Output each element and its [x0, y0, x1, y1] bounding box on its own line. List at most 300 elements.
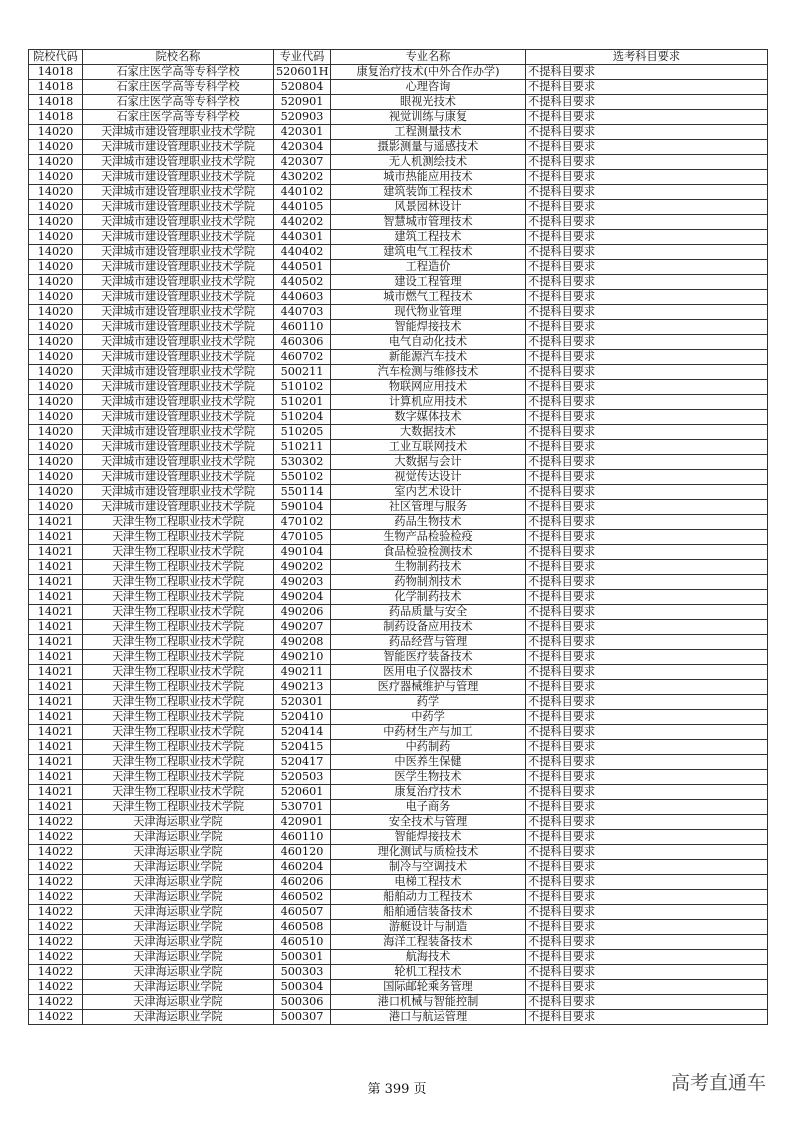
major-name-cell: 港口与航运管理 [331, 1010, 526, 1025]
subject-requirement-cell: 不提科目要求 [526, 560, 768, 575]
table-row [29, 110, 768, 125]
school-code-cell: 14021 [29, 710, 83, 725]
subject-requirement-cell: 不提科目要求 [526, 350, 768, 365]
major-name-cell: 建筑工程技术 [331, 230, 526, 245]
major-name-cell: 中药制药 [331, 740, 526, 755]
subject-requirement-cell: 不提科目要求 [526, 800, 768, 815]
major-code-cell: 500301 [274, 950, 331, 965]
school-code-cell: 14021 [29, 725, 83, 740]
major-code-cell: 520415 [274, 740, 331, 755]
school-code-cell: 14021 [29, 575, 83, 590]
subject-requirement-cell: 不提科目要求 [526, 710, 768, 725]
subject-requirement-cell: 不提科目要求 [526, 890, 768, 905]
subject-requirement-cell: 不提科目要求 [526, 1010, 768, 1025]
subject-requirement-cell: 不提科目要求 [526, 380, 768, 395]
subject-requirement-cell: 不提科目要求 [526, 110, 768, 125]
major-code-cell: 550114 [274, 485, 331, 500]
table-row [29, 845, 768, 860]
school-code-cell: 14021 [29, 650, 83, 665]
table-row [29, 155, 768, 170]
major-code-cell: 420901 [274, 815, 331, 830]
school-name-cell: 天津海运职业学院 [83, 1010, 274, 1025]
school-code-cell: 14020 [29, 380, 83, 395]
subject-requirement-cell: 不提科目要求 [526, 170, 768, 185]
major-code-cell: 430202 [274, 170, 331, 185]
table-row [29, 245, 768, 260]
school-name-cell: 天津城市建设管理职业技术学院 [83, 230, 274, 245]
major-name-cell: 药物制剂技术 [331, 575, 526, 590]
school-name-cell: 天津海运职业学院 [83, 920, 274, 935]
subject-requirement-cell: 不提科目要求 [526, 245, 768, 260]
subject-requirement-cell: 不提科目要求 [526, 470, 768, 485]
subject-requirement-cell: 不提科目要求 [526, 680, 768, 695]
school-name-cell: 天津生物工程职业技术学院 [83, 710, 274, 725]
major-code-cell: 490211 [274, 665, 331, 680]
table-row [29, 395, 768, 410]
table-row [29, 230, 768, 245]
major-name-cell: 康复治疗技术 [331, 785, 526, 800]
major-name-cell: 电梯工程技术 [331, 875, 526, 890]
school-name-cell: 天津城市建设管理职业技术学院 [83, 260, 274, 275]
school-code-cell: 14021 [29, 785, 83, 800]
school-name-cell: 天津海运职业学院 [83, 815, 274, 830]
subject-requirement-cell: 不提科目要求 [526, 995, 768, 1010]
table-row [29, 1010, 768, 1025]
school-code-cell: 14021 [29, 545, 83, 560]
major-name-cell: 医疗器械维护与管理 [331, 680, 526, 695]
major-code-cell: 460502 [274, 890, 331, 905]
major-code-cell: 420307 [274, 155, 331, 170]
table-row [29, 965, 768, 980]
major-code-cell: 490207 [274, 620, 331, 635]
major-name-cell: 数字媒体技术 [331, 410, 526, 425]
school-code-cell: 14020 [29, 395, 83, 410]
major-name-cell: 建设工程管理 [331, 275, 526, 290]
major-code-cell: 500304 [274, 980, 331, 995]
school-name-cell: 天津海运职业学院 [83, 935, 274, 950]
major-name-cell: 药品经营与管理 [331, 635, 526, 650]
major-name-cell: 建筑电气工程技术 [331, 245, 526, 260]
major-name-cell: 生物产品检验检疫 [331, 530, 526, 545]
major-name-cell: 城市燃气工程技术 [331, 290, 526, 305]
header-major-code: 专业代码 [274, 50, 331, 65]
table-row [29, 320, 768, 335]
major-code-cell: 490203 [274, 575, 331, 590]
school-code-cell: 14021 [29, 620, 83, 635]
school-name-cell: 天津城市建设管理职业技术学院 [83, 485, 274, 500]
major-name-cell: 化学制药技术 [331, 590, 526, 605]
subject-requirement-cell: 不提科目要求 [526, 875, 768, 890]
subject-requirement-cell: 不提科目要求 [526, 515, 768, 530]
major-name-cell: 食品检验检测技术 [331, 545, 526, 560]
school-name-cell: 天津生物工程职业技术学院 [83, 665, 274, 680]
major-code-cell: 520410 [274, 710, 331, 725]
school-name-cell: 天津海运职业学院 [83, 830, 274, 845]
school-name-cell: 天津生物工程职业技术学院 [83, 785, 274, 800]
major-name-cell: 船舶通信装备技术 [331, 905, 526, 920]
major-code-cell: 460120 [274, 845, 331, 860]
major-name-cell: 中医养生保健 [331, 755, 526, 770]
table-row [29, 260, 768, 275]
major-name-cell: 理化测试与质检技术 [331, 845, 526, 860]
major-code-cell: 520301 [274, 695, 331, 710]
page-number: 第 399 页 [367, 1082, 427, 1097]
subject-requirement-cell: 不提科目要求 [526, 500, 768, 515]
subject-requirement-cell: 不提科目要求 [526, 590, 768, 605]
major-name-cell: 工程测量技术 [331, 125, 526, 140]
table-row [29, 80, 768, 95]
school-code-cell: 14021 [29, 695, 83, 710]
table-row [29, 950, 768, 965]
school-name-cell: 天津生物工程职业技术学院 [83, 605, 274, 620]
subject-requirement-cell: 不提科目要求 [526, 860, 768, 875]
table-row [29, 470, 768, 485]
table-row [29, 425, 768, 440]
subject-requirement-cell: 不提科目要求 [526, 935, 768, 950]
subject-requirement-cell: 不提科目要求 [526, 815, 768, 830]
school-name-cell: 天津海运职业学院 [83, 905, 274, 920]
school-code-cell: 14021 [29, 665, 83, 680]
table-row [29, 515, 768, 530]
admission-table [28, 49, 768, 1025]
school-code-cell: 14022 [29, 875, 83, 890]
major-code-cell: 500303 [274, 965, 331, 980]
school-code-cell: 14020 [29, 350, 83, 365]
subject-requirement-cell: 不提科目要求 [526, 575, 768, 590]
subject-requirement-cell: 不提科目要求 [526, 305, 768, 320]
school-code-cell: 14022 [29, 980, 83, 995]
school-code-cell: 14018 [29, 65, 83, 80]
major-code-cell: 490208 [274, 635, 331, 650]
school-name-cell: 天津城市建设管理职业技术学院 [83, 305, 274, 320]
major-name-cell: 新能源汽车技术 [331, 350, 526, 365]
major-code-cell: 520601H [274, 65, 331, 80]
major-code-cell: 500306 [274, 995, 331, 1010]
table-row [29, 665, 768, 680]
school-code-cell: 14020 [29, 170, 83, 185]
school-code-cell: 14020 [29, 215, 83, 230]
school-code-cell: 14020 [29, 200, 83, 215]
table-row [29, 140, 768, 155]
school-name-cell: 天津生物工程职业技术学院 [83, 635, 274, 650]
table-row [29, 95, 768, 110]
school-code-cell: 14022 [29, 860, 83, 875]
school-code-cell: 14020 [29, 470, 83, 485]
school-code-cell: 14021 [29, 770, 83, 785]
school-code-cell: 14021 [29, 800, 83, 815]
school-code-cell: 14020 [29, 335, 83, 350]
table-row [29, 905, 768, 920]
school-name-cell: 天津生物工程职业技术学院 [83, 590, 274, 605]
subject-requirement-cell: 不提科目要求 [526, 845, 768, 860]
major-name-cell: 药学 [331, 695, 526, 710]
major-name-cell: 游艇设计与制造 [331, 920, 526, 935]
header-major-name: 专业名称 [331, 50, 526, 65]
school-name-cell: 天津城市建设管理职业技术学院 [83, 425, 274, 440]
school-name-cell: 天津城市建设管理职业技术学院 [83, 200, 274, 215]
subject-requirement-cell: 不提科目要求 [526, 620, 768, 635]
school-code-cell: 14020 [29, 140, 83, 155]
major-name-cell: 智能焊接技术 [331, 830, 526, 845]
school-code-cell: 14022 [29, 845, 83, 860]
table-row [29, 725, 768, 740]
school-code-cell: 14020 [29, 275, 83, 290]
major-name-cell: 制冷与空调技术 [331, 860, 526, 875]
table-row [29, 170, 768, 185]
school-name-cell: 天津城市建设管理职业技术学院 [83, 170, 274, 185]
major-code-cell: 490204 [274, 590, 331, 605]
school-name-cell: 天津生物工程职业技术学院 [83, 725, 274, 740]
subject-requirement-cell: 不提科目要求 [526, 410, 768, 425]
subject-requirement-cell: 不提科目要求 [526, 395, 768, 410]
major-name-cell: 大数据技术 [331, 425, 526, 440]
table-row [29, 935, 768, 950]
subject-requirement-cell: 不提科目要求 [526, 425, 768, 440]
major-name-cell: 航海技术 [331, 950, 526, 965]
subject-requirement-cell: 不提科目要求 [526, 950, 768, 965]
major-code-cell: 460206 [274, 875, 331, 890]
table-body [29, 65, 768, 1025]
school-code-cell: 14021 [29, 560, 83, 575]
school-code-cell: 14021 [29, 755, 83, 770]
major-name-cell: 视觉训练与康复 [331, 110, 526, 125]
school-name-cell: 石家庄医学高等专科学校 [83, 80, 274, 95]
school-name-cell: 天津城市建设管理职业技术学院 [83, 320, 274, 335]
subject-requirement-cell: 不提科目要求 [526, 740, 768, 755]
table-row [29, 605, 768, 620]
school-code-cell: 14020 [29, 245, 83, 260]
school-name-cell: 天津城市建设管理职业技术学院 [83, 140, 274, 155]
school-name-cell: 天津生物工程职业技术学院 [83, 770, 274, 785]
school-code-cell: 14020 [29, 500, 83, 515]
major-code-cell: 520503 [274, 770, 331, 785]
major-name-cell: 医学生物技术 [331, 770, 526, 785]
major-code-cell: 490213 [274, 680, 331, 695]
school-code-cell: 14020 [29, 365, 83, 380]
subject-requirement-cell: 不提科目要求 [526, 755, 768, 770]
table-row [29, 575, 768, 590]
major-code-cell: 520903 [274, 110, 331, 125]
table-row [29, 710, 768, 725]
major-code-cell: 460510 [274, 935, 331, 950]
school-name-cell: 天津生物工程职业技术学院 [83, 695, 274, 710]
school-name-cell: 天津海运职业学院 [83, 950, 274, 965]
school-code-cell: 14021 [29, 740, 83, 755]
major-code-cell: 490206 [274, 605, 331, 620]
school-code-cell: 14020 [29, 440, 83, 455]
school-code-cell: 14020 [29, 305, 83, 320]
subject-requirement-cell: 不提科目要求 [526, 320, 768, 335]
table-row [29, 620, 768, 635]
table-row [29, 680, 768, 695]
major-name-cell: 计算机应用技术 [331, 395, 526, 410]
major-name-cell: 船舶动力工程技术 [331, 890, 526, 905]
major-code-cell: 490104 [274, 545, 331, 560]
subject-requirement-cell: 不提科目要求 [526, 635, 768, 650]
major-code-cell: 440502 [274, 275, 331, 290]
school-code-cell: 14021 [29, 605, 83, 620]
school-name-cell: 天津海运职业学院 [83, 980, 274, 995]
major-code-cell: 510102 [274, 380, 331, 395]
subject-requirement-cell: 不提科目要求 [526, 965, 768, 980]
subject-requirement-cell: 不提科目要求 [526, 485, 768, 500]
table-row [29, 275, 768, 290]
major-name-cell: 风景园林设计 [331, 200, 526, 215]
school-code-cell: 14022 [29, 965, 83, 980]
subject-requirement-cell: 不提科目要求 [526, 785, 768, 800]
school-code-cell: 14021 [29, 590, 83, 605]
subject-requirement-cell: 不提科目要求 [526, 140, 768, 155]
major-name-cell: 现代物业管理 [331, 305, 526, 320]
school-code-cell: 14020 [29, 230, 83, 245]
school-name-cell: 天津城市建设管理职业技术学院 [83, 350, 274, 365]
subject-requirement-cell: 不提科目要求 [526, 260, 768, 275]
table-row [29, 560, 768, 575]
major-code-cell: 440402 [274, 245, 331, 260]
table-row [29, 800, 768, 815]
school-code-cell: 14020 [29, 155, 83, 170]
major-code-cell: 440301 [274, 230, 331, 245]
major-name-cell: 建筑装饰工程技术 [331, 185, 526, 200]
major-name-cell: 中药学 [331, 710, 526, 725]
school-name-cell: 天津海运职业学院 [83, 845, 274, 860]
school-code-cell: 14020 [29, 260, 83, 275]
school-code-cell: 14022 [29, 920, 83, 935]
table-row [29, 995, 768, 1010]
major-name-cell: 物联网应用技术 [331, 380, 526, 395]
subject-requirement-cell: 不提科目要求 [526, 545, 768, 560]
major-code-cell: 500307 [274, 1010, 331, 1025]
school-name-cell: 天津城市建设管理职业技术学院 [83, 155, 274, 170]
school-name-cell: 天津城市建设管理职业技术学院 [83, 365, 274, 380]
table-row [29, 770, 768, 785]
school-name-cell: 天津城市建设管理职业技术学院 [83, 395, 274, 410]
major-code-cell: 460204 [274, 860, 331, 875]
major-name-cell: 智能医疗装备技术 [331, 650, 526, 665]
major-code-cell: 510204 [274, 410, 331, 425]
school-name-cell: 天津生物工程职业技术学院 [83, 575, 274, 590]
major-name-cell: 电子商务 [331, 800, 526, 815]
school-name-cell: 天津城市建设管理职业技术学院 [83, 455, 274, 470]
major-name-cell: 眼视光技术 [331, 95, 526, 110]
subject-requirement-cell: 不提科目要求 [526, 650, 768, 665]
major-code-cell: 490210 [274, 650, 331, 665]
school-name-cell: 天津海运职业学院 [83, 890, 274, 905]
major-code-cell: 440603 [274, 290, 331, 305]
major-code-cell: 460306 [274, 335, 331, 350]
table-row [29, 485, 768, 500]
major-name-cell: 港口机械与智能控制 [331, 995, 526, 1010]
subject-requirement-cell: 不提科目要求 [526, 605, 768, 620]
school-code-cell: 14020 [29, 410, 83, 425]
major-name-cell: 社区管理与服务 [331, 500, 526, 515]
school-name-cell: 天津生物工程职业技术学院 [83, 680, 274, 695]
major-name-cell: 中药材生产与加工 [331, 725, 526, 740]
table-row [29, 755, 768, 770]
school-name-cell: 石家庄医学高等专科学校 [83, 65, 274, 80]
subject-requirement-cell: 不提科目要求 [526, 215, 768, 230]
school-name-cell: 天津生物工程职业技术学院 [83, 560, 274, 575]
school-code-cell: 14022 [29, 905, 83, 920]
major-name-cell: 国际邮轮乘务管理 [331, 980, 526, 995]
major-code-cell: 520601 [274, 785, 331, 800]
table-row [29, 875, 768, 890]
major-name-cell: 工业互联网技术 [331, 440, 526, 455]
subject-requirement-cell: 不提科目要求 [526, 365, 768, 380]
subject-requirement-cell: 不提科目要求 [526, 335, 768, 350]
school-name-cell: 天津生物工程职业技术学院 [83, 800, 274, 815]
school-name-cell: 天津生物工程职业技术学院 [83, 545, 274, 560]
table-row [29, 830, 768, 845]
subject-requirement-cell: 不提科目要求 [526, 95, 768, 110]
subject-requirement-cell: 不提科目要求 [526, 155, 768, 170]
table-row [29, 635, 768, 650]
table-row [29, 890, 768, 905]
major-code-cell: 460507 [274, 905, 331, 920]
subject-requirement-cell: 不提科目要求 [526, 830, 768, 845]
school-name-cell: 石家庄医学高等专科学校 [83, 110, 274, 125]
table-row [29, 215, 768, 230]
school-name-cell: 天津城市建设管理职业技术学院 [83, 500, 274, 515]
table-row [29, 200, 768, 215]
school-name-cell: 天津城市建设管理职业技术学院 [83, 215, 274, 230]
school-code-cell: 14021 [29, 680, 83, 695]
major-code-cell: 470102 [274, 515, 331, 530]
table-row [29, 920, 768, 935]
major-name-cell: 药品质量与安全 [331, 605, 526, 620]
major-name-cell: 视觉传达设计 [331, 470, 526, 485]
major-code-cell: 460110 [274, 830, 331, 845]
major-code-cell: 590104 [274, 500, 331, 515]
major-name-cell: 大数据与会计 [331, 455, 526, 470]
subject-requirement-cell: 不提科目要求 [526, 920, 768, 935]
subject-requirement-cell: 不提科目要求 [526, 230, 768, 245]
table-row [29, 380, 768, 395]
major-code-cell: 550102 [274, 470, 331, 485]
subject-requirement-cell: 不提科目要求 [526, 200, 768, 215]
major-code-cell: 420304 [274, 140, 331, 155]
major-code-cell: 460702 [274, 350, 331, 365]
table-row [29, 590, 768, 605]
table-row [29, 545, 768, 560]
table-row [29, 305, 768, 320]
school-code-cell: 14022 [29, 935, 83, 950]
subject-requirement-cell: 不提科目要求 [526, 980, 768, 995]
major-name-cell: 汽车检测与维修技术 [331, 365, 526, 380]
school-code-cell: 14020 [29, 290, 83, 305]
table-row [29, 125, 768, 140]
major-code-cell: 510211 [274, 440, 331, 455]
major-code-cell: 520414 [274, 725, 331, 740]
major-code-cell: 440105 [274, 200, 331, 215]
major-name-cell: 海洋工程装备技术 [331, 935, 526, 950]
school-code-cell: 14018 [29, 110, 83, 125]
major-code-cell: 520804 [274, 80, 331, 95]
school-code-cell: 14018 [29, 80, 83, 95]
school-name-cell: 天津城市建设管理职业技术学院 [83, 185, 274, 200]
school-code-cell: 14022 [29, 815, 83, 830]
school-code-cell: 14022 [29, 830, 83, 845]
major-name-cell: 智慧城市管理技术 [331, 215, 526, 230]
major-name-cell: 城市热能应用技术 [331, 170, 526, 185]
school-name-cell: 天津生物工程职业技术学院 [83, 620, 274, 635]
major-code-cell: 530701 [274, 800, 331, 815]
table-row [29, 185, 768, 200]
school-code-cell: 14021 [29, 515, 83, 530]
major-code-cell: 470105 [274, 530, 331, 545]
major-name-cell: 生物制药技术 [331, 560, 526, 575]
school-code-cell: 14020 [29, 185, 83, 200]
